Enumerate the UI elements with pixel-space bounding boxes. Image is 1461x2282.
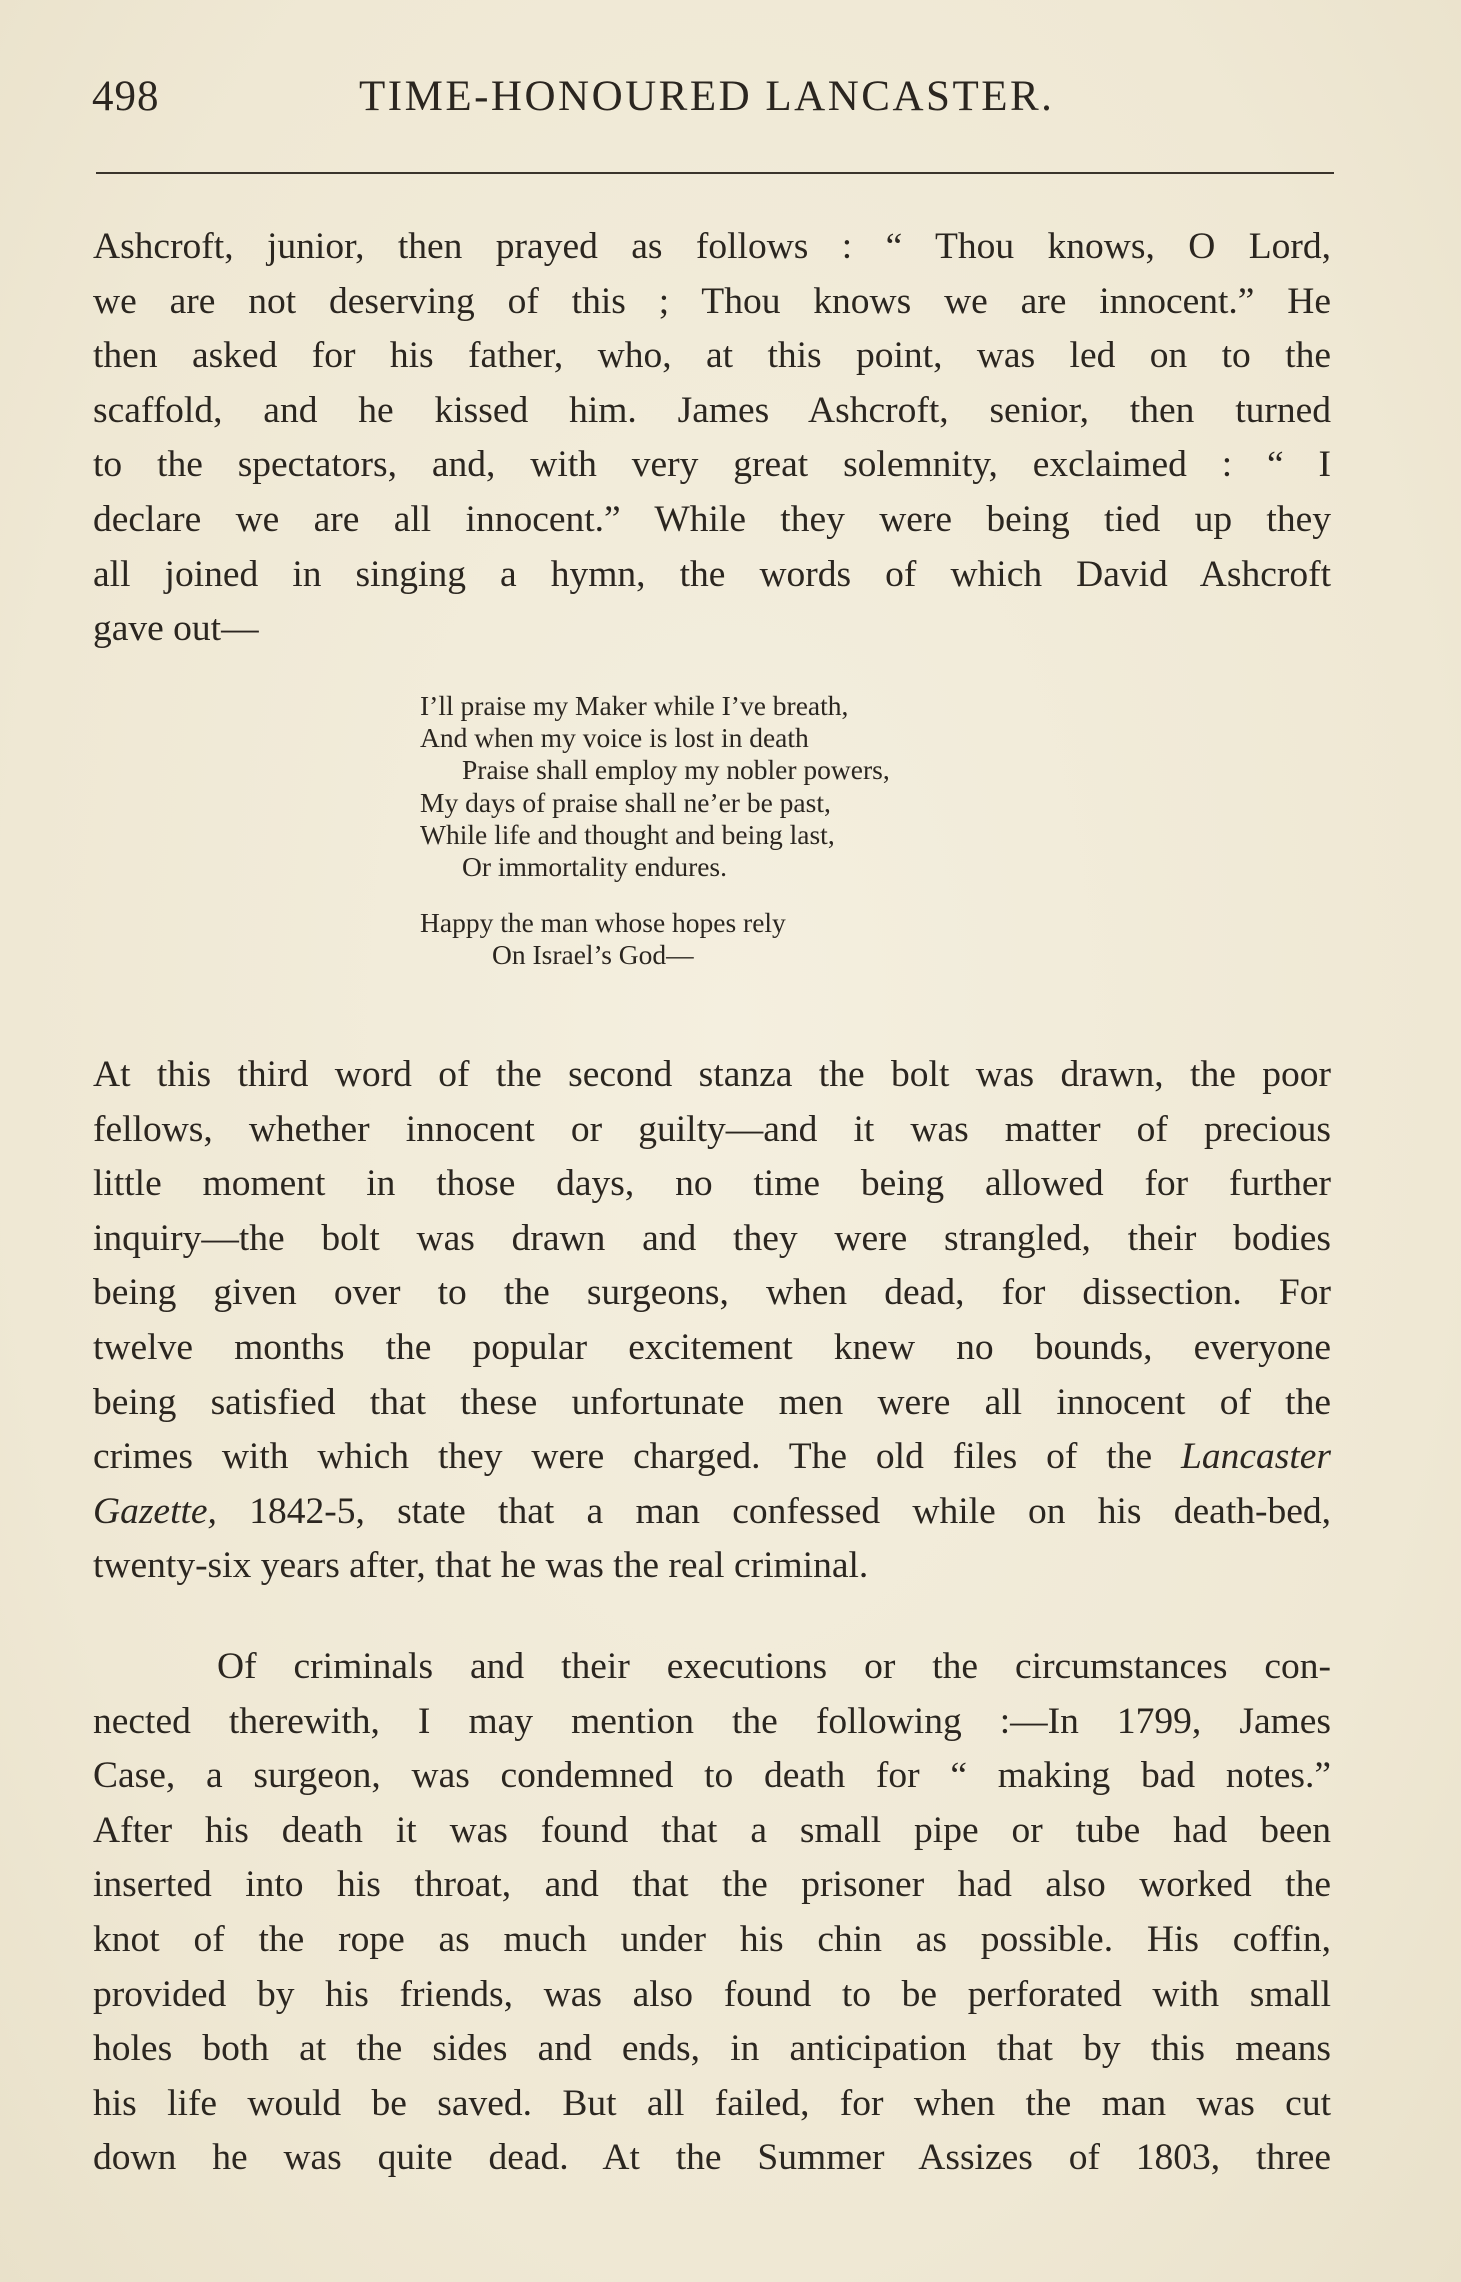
verse-line: Happy the man whose hopes rely	[420, 907, 786, 939]
text-line: scaffold, and he kissed him. James Ashcroft, senior, then turned	[93, 389, 1331, 431]
header-rule	[96, 172, 1334, 174]
text-line: we are not deserving of this ; Thou knows we are innocent.” He	[93, 280, 1331, 322]
hymn-verse	[420, 690, 890, 972]
text-line: being given over to the surgeons, when dead, for dissection. For	[93, 1272, 1331, 1314]
running-title: TIME-HONOURED LANCASTER.	[359, 73, 1055, 120]
paragraph-execution-prayer	[93, 220, 1331, 657]
text-line: down he was quite dead. At the Summer Assizes of 1803, three	[93, 2137, 1331, 2179]
text-line: all joined in singing a hymn, the words of which David Ashcroft	[93, 553, 1331, 595]
text-line: declare we are all innocent.” While they were being tied up they	[93, 498, 1331, 540]
newspaper-title: Lancaster	[1181, 1436, 1331, 1478]
page-number: 498	[92, 73, 160, 120]
text-line: to the spectators, and, with very great solemnity, exclaimed : “ I	[93, 444, 1331, 486]
text-line: Of criminals and their executions or the circumstances con-	[217, 1646, 1331, 1687]
text-line: then asked for his father, who, at this point, was led on to the	[93, 335, 1331, 377]
text-line: Ashcroft, junior, then prayed as follows : “ Thou knows, O Lord,	[93, 226, 1331, 267]
text-line: After his death it was found that a small pipe or tube had been	[93, 1809, 1331, 1851]
text-line: nected therewith, I may mention the following :—In 1799, James	[93, 1700, 1331, 1742]
text-segment: crimes with which they were charged. The old files of the	[93, 1436, 1153, 1478]
verse-line: While life and thought and being last,	[420, 818, 835, 850]
text-line: holes both at the sides and ends, in anticipation that by this means	[93, 2028, 1331, 2070]
paragraph-bolt-drawn	[93, 1048, 1331, 1594]
stanza-gap	[420, 883, 890, 907]
text-line: twelve months the popular excitement knew no bounds, everyone	[93, 1326, 1331, 1368]
text-line: fellows, whether innocent or guilty—and it was matter of precious	[93, 1108, 1331, 1150]
text-line: Case, a surgeon, was condemned to death for “ making bad notes.”	[93, 1755, 1331, 1797]
text-line	[93, 1485, 1331, 1540]
verse-line: My days of praise shall ne’er be past,	[420, 786, 831, 818]
text-line: inquiry—the bolt was drawn and they were strangled, their bodies	[93, 1217, 1331, 1259]
text-line: twenty-six years after, that he was the real criminal.	[93, 1545, 869, 1587]
text-line: knot of the rope as much under his chin as possible. His coffin,	[93, 1918, 1331, 1960]
paragraph-criminals	[93, 1640, 1331, 2186]
verse-line: Or immortality endures.	[462, 851, 728, 883]
verse-line: On Israel’s God—	[492, 939, 694, 971]
text-line: his life would be saved. But all failed, for when the man was cut	[93, 2082, 1331, 2124]
newspaper-title: Gazette,	[93, 1490, 217, 1532]
text-line	[93, 1430, 1331, 1485]
text-segment: 1842-5, state that a man confessed while on his death-bed,	[216, 1490, 1331, 1532]
text-line: provided by his friends, was also found to be perforated with small	[93, 1973, 1331, 2015]
verse-line: And when my voice is lost in death	[420, 722, 809, 754]
text-line: At this third word of the second stanza the bolt was drawn, the poor	[93, 1054, 1331, 1095]
text-line: little moment in those days, no time being allowed for further	[93, 1163, 1331, 1205]
verse-line: I’ll praise my Maker while I’ve breath,	[420, 690, 849, 721]
page-header	[92, 72, 1332, 132]
text-line: gave out—	[93, 608, 259, 650]
verse-line: Praise shall employ my nobler powers,	[462, 754, 890, 786]
text-line: being satisfied that these unfortunate men were all innocent of the	[93, 1381, 1331, 1423]
text-line: inserted into his throat, and that the prisoner had also worked the	[93, 1864, 1331, 1906]
